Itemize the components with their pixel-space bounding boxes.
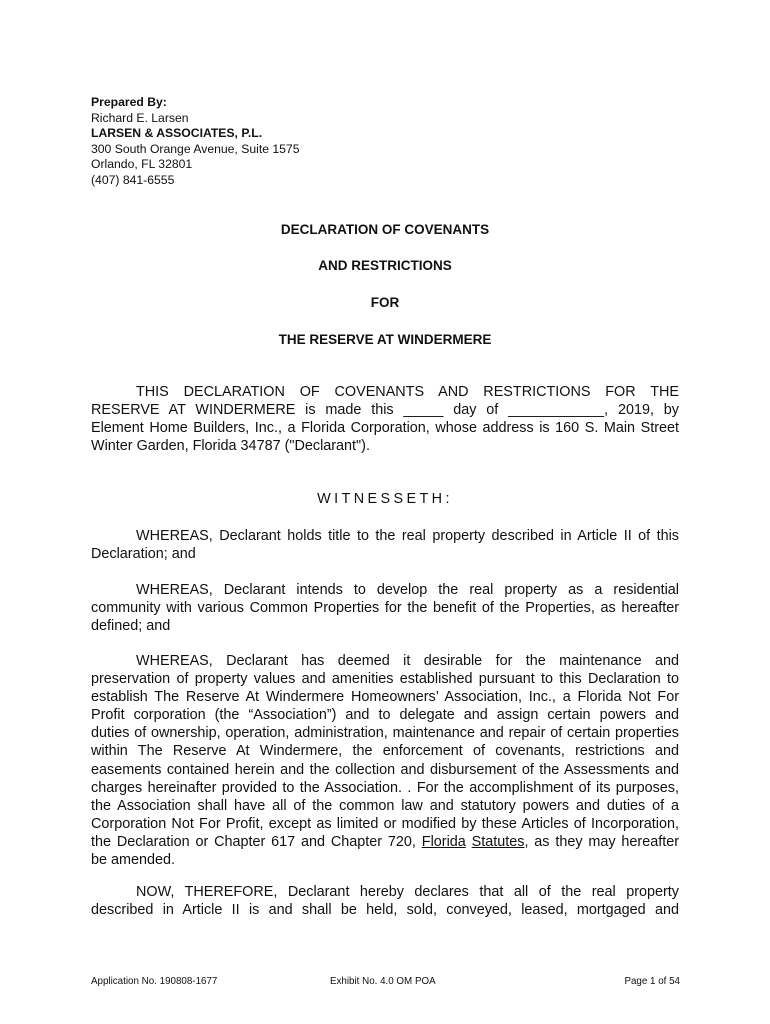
statute-word-florida: Florida: [421, 833, 466, 850]
address-line-2: Orlando, FL 32801: [91, 157, 193, 171]
whereas-line-statutes: [91, 833, 679, 851]
witnesseth-heading: WITNESSETH:: [317, 491, 453, 507]
now-therefore-paragraph: [91, 883, 679, 919]
address-line-1: 300 South Orange Avenue, Suite 1575: [91, 141, 300, 156]
whereas-line: Corporation Not For Profit, except as limited or modified by these Articles of Incorporation,: [91, 815, 679, 832]
statute-text-after: , as they may hereafter: [524, 833, 680, 850]
intro-line: Winter Garden, Florida 34787 ("Declarant").: [91, 438, 370, 455]
whereas-line: Profit corporation (the “Association”) and to delegate and assign certain powers and: [91, 707, 679, 724]
whereas-line: WHEREAS, Declarant intends to develop the real property as a residential: [136, 582, 679, 598]
intro-line: THIS DECLARATION OF COVENANTS AND RESTRICTIONS FOR THE: [136, 384, 679, 400]
whereas-line: be amended.: [91, 852, 176, 869]
whereas-line: duties of ownership, operation, administration, maintenance and repair of certain properties: [91, 725, 679, 742]
whereas-line: defined; and: [91, 618, 171, 635]
prepared-by-block: [91, 95, 299, 188]
phone-number: (407) 841-6555: [91, 172, 175, 187]
whereas-line: preservation of property values and amenities established pursuant to this Declaration to: [91, 671, 679, 688]
statute-word-statutes: Statutes: [471, 833, 525, 850]
whereas-line: community with various Common Properties for the benefit of the Properties, as hereafter: [91, 600, 679, 617]
whereas-line: Declaration; and: [91, 546, 196, 563]
whereas-line: the Association shall have all of the common law and statutory powers and duties of a: [91, 797, 679, 814]
whereas-line: easements contained herein and the collection and disbursement of the Assessments and: [91, 761, 679, 778]
whereas-line: WHEREAS, Declarant has deemed it desirable for the maintenance and: [136, 653, 679, 669]
preparer-name: Richard E. Larsen: [91, 110, 189, 125]
whereas-line: WHEREAS, Declarant holds title to the real property described in Article II of this: [136, 528, 679, 544]
footer-page-number: Page 1 of 54: [624, 976, 680, 987]
intro-paragraph: [91, 383, 679, 455]
title-line-2: AND RESTRICTIONS: [318, 258, 452, 273]
now-therefore-line: NOW, THEREFORE, Declarant hereby declares that all of the real property: [136, 884, 679, 900]
whereas-line: charges hereinafter provided to the Association. . For the accomplishment of its purposes,: [91, 779, 679, 796]
whereas-paragraph-3: [91, 652, 679, 869]
whereas-line: within The Reserve At Windermere, the enforcement of covenants, restrictions and: [91, 743, 679, 760]
law-firm-name: LARSEN & ASSOCIATES, P.L.: [91, 126, 263, 140]
intro-line: Element Home Builders, Inc., a Florida Corporation, whose address is 160 S. Main Street: [91, 420, 679, 437]
whereas-paragraph-2: [91, 581, 679, 635]
title-line-1: DECLARATION OF COVENANTS: [280, 222, 490, 237]
footer-exhibit-number: Exhibit No. 4.0 OM POA: [330, 976, 436, 987]
intro-line: RESERVE AT WINDERMERE is made this _____ day of ____________, 2019, by: [91, 402, 679, 419]
whereas-line: establish The Reserve At Windermere Homeowners’ Association, Inc., a Florida Not For: [91, 689, 679, 706]
statute-text-before: the Declaration or Chapter 617 and Chapter 720,: [91, 833, 422, 850]
title-line-3: FOR: [370, 295, 400, 310]
footer-application-number: Application No. 190808-1677: [91, 976, 218, 987]
now-therefore-line: described in Article II is and shall be held, sold, conveyed, leased, mortgaged and: [91, 902, 679, 919]
title-line-4: THE RESERVE AT WINDERMERE: [278, 332, 492, 347]
prepared-by-label: Prepared By:: [91, 95, 167, 109]
whereas-paragraph-1: [91, 527, 679, 563]
